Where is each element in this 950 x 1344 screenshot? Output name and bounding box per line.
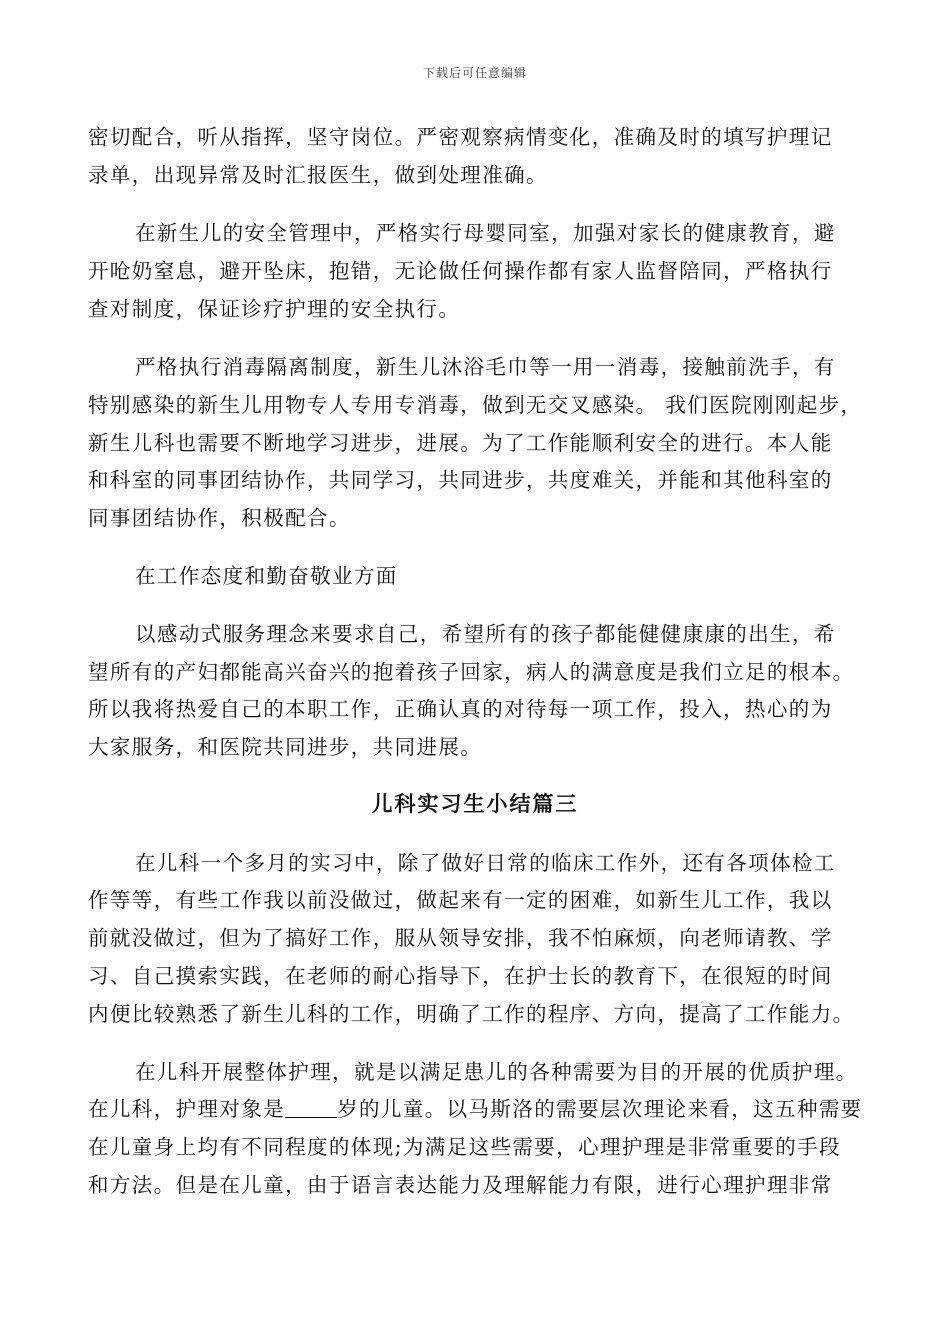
paragraph-line: 内便比较熟悉了新生儿科的工作，明确了工作的程序、方向，提高了工作能力。 [88, 1002, 855, 1026]
paragraph-line: 新生儿科也需要不断地学习进步，进展。为了工作能顺利安全的进行。本人能 [88, 431, 833, 455]
paragraph-line: 同事团结协作，积极配合。 [88, 506, 351, 530]
paragraph-line: 习、自己摸索实践，在老师的耐心指导下，在护士长的教育下，在很短的时间 [88, 964, 833, 988]
paragraph-line: 在新生儿的安全管理中，严格实行母婴同室，加强对家长的健康教育，避 [135, 221, 836, 245]
line-part: 岁的儿童。以马斯洛的需要层次理论来看，这五种需要 [337, 1097, 863, 1121]
paragraph-line: 作等等，有些工作我以前没做过，做起来有一定的困难，如新生儿工作，我以 [88, 888, 833, 912]
section-subheading: 在工作态度和勤奋敬业方面 [135, 564, 398, 588]
paragraph-line: 所以我将热爱自己的本职工作，正确认真的对待每一项工作，投入，热心的为 [88, 697, 833, 721]
line-part: 在儿科，护理对象是 [88, 1097, 286, 1121]
paragraph-line: 密切配合，听从指挥，坚守岗位。严密观察病情变化，准确及时的填写护理记 [88, 125, 833, 149]
section-title: 儿科实习生小结篇三 [371, 791, 579, 816]
paragraph-line: 望所有的产妇都能高兴奋兴的抱着孩子回家，病人的满意度是我们立足的根本。 [88, 660, 855, 684]
paragraph-line: 在儿科开展整体护理，就是以满足患儿的各种需要为目的开展的优质护理。 [135, 1060, 858, 1084]
paragraph-line: 和方法。但是在儿童，由于语言表达能力及理解能力有限，进行心理护理非常 [88, 1173, 833, 1197]
paragraph-line: 以感动式服务理念来要求自己，希望所有的孩子都能健健康康的出生，希 [135, 622, 836, 646]
paragraph-line: 在儿童身上均有不同程度的体现;为满足这些需要，心理护理是非常重要的手段 [88, 1135, 841, 1159]
paragraph-line: 特别感染的新生儿用物专人专用专消毒，做到无交叉感染。 我们医院刚刚起步， [88, 393, 863, 417]
paragraph-line: 前就没做过，但为了搞好工作，服从领导安排，我不怕麻烦，向老师请教、学 [88, 926, 833, 950]
paragraph-line: 和科室的同事团结协作，共同学习，共同进步，共度难关，并能和其他科室的 [88, 468, 833, 492]
page-header: 下载后可任意编辑 [422, 66, 527, 80]
paragraph-line: 开呛奶窒息，避开坠床，抱错，无论做任何操作都有家人监督陪同，严格执行 [88, 259, 833, 283]
paragraph-line: 大家服务，和医院共同进步，共同进展。 [88, 735, 483, 759]
fill-in-blank [285, 1095, 337, 1118]
paragraph-line: 查对制度，保证诊疗护理的安全执行。 [88, 297, 461, 321]
paragraph-line: 严格执行消毒隔离制度，新生儿沐浴毛巾等一用一消毒，接触前洗手，有 [135, 355, 836, 379]
paragraph-line-with-blank [88, 1094, 868, 1124]
paragraph-line: 在儿科一个多月的实习中，除了做好日常的临床工作外，还有各项体检工 [135, 851, 836, 875]
paragraph-line: 录单，出现异常及时汇报医生，做到处理准确。 [88, 163, 548, 187]
